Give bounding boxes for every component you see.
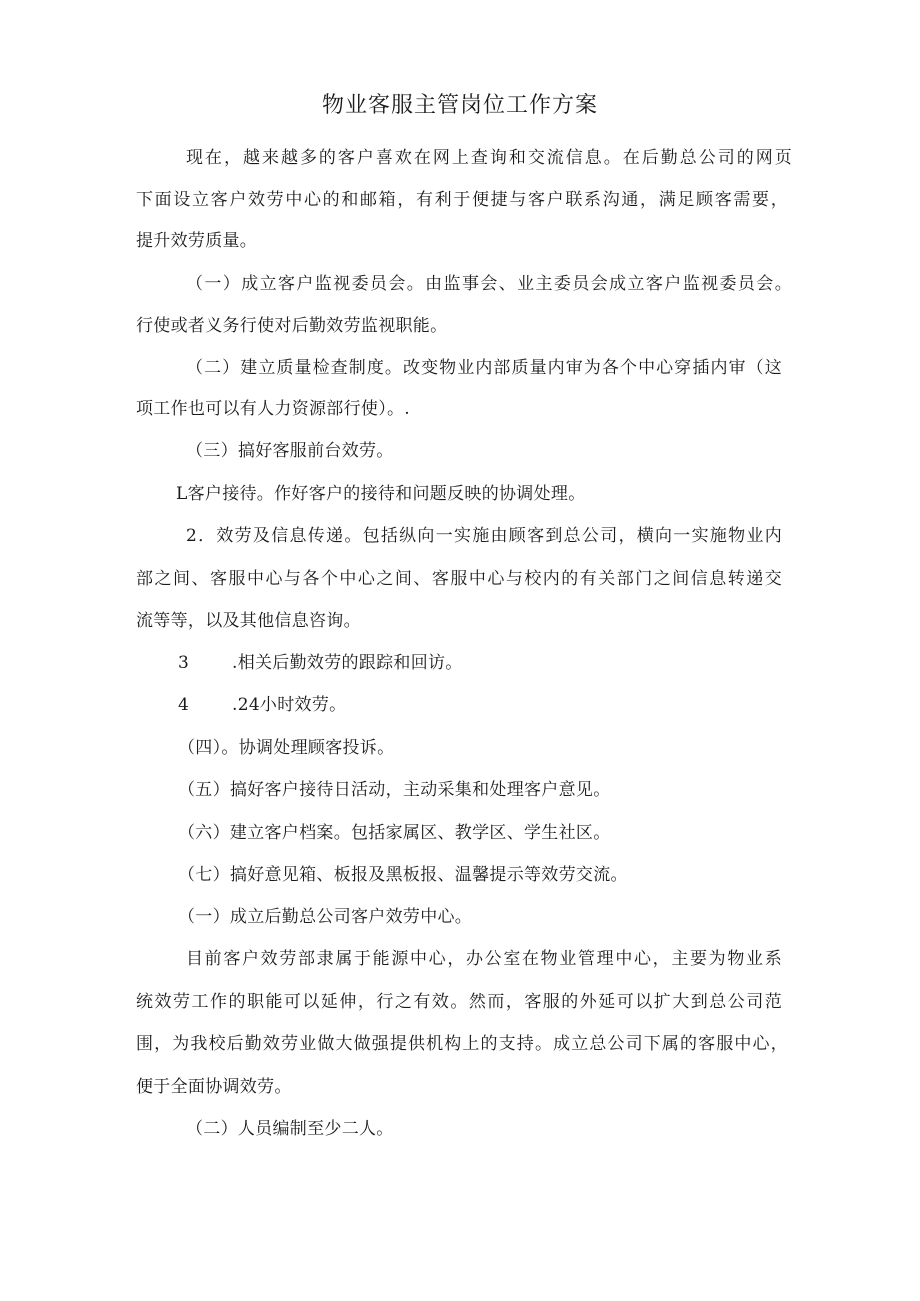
paragraph-intro-line-2: 下面设立客户效劳中心的和邮箱，有利于便捷与客户联系沟通，满足顾客需要， — [136, 190, 788, 210]
item-customer-reception: L客户接待。作好客户的接待和问题反映的协调处理。 — [176, 484, 586, 504]
paragraph-supervision-line-2: 行使或者义务行使对后勤效劳监视职能。 — [136, 316, 448, 336]
heading-suggestion-box: （七）搞好意见箱、板报及黑板报、温馨提示等效劳交流。 — [178, 865, 628, 885]
heading-reception-day: （五）搞好客户接待日活动，主动采集和处理客户意见。 — [178, 780, 611, 800]
paragraph-intro-line-1: 现在，越来越多的客户喜欢在网上查询和交流信息。在后勤总公司的网页 — [186, 148, 792, 168]
heading-customer-files: （六）建立客户档案。包括家属区、教学区、学生社区。 — [178, 823, 611, 843]
paragraph-intro-line-3: 提升效劳质量。 — [136, 231, 258, 251]
paragraph-supervision-line-1: （一）成立客户监视委员会。由监事会、业主委员会成立客户监视委员会。 — [186, 274, 792, 294]
document-title: 物业客服主管岗位工作方案 — [321, 93, 598, 118]
heading-complaints: （四）。协调处理顾客投诉。 — [178, 738, 395, 758]
item-number-3: 3 — [178, 653, 189, 673]
item-number-4: 4 — [178, 695, 189, 715]
item-service-info-line-3: 流等等，以及其他信息咨询。 — [136, 611, 361, 631]
heading-staffing: （二）人员编制至少二人。 — [186, 1119, 394, 1139]
item-service-info-line-1: 2．效劳及信息传递。包括纵向一实施由顾客到总公司，横向一实施物业内 — [186, 526, 782, 546]
item-follow-up: .相关后勤效劳的跟踪和回访。 — [232, 653, 463, 673]
paragraph-current-status-line-4: 便于全面协调效劳。 — [136, 1077, 292, 1097]
item-service-info-line-2: 部之间、客服中心与各个中心之间、客服中心与校内的有关部门之间信息转递交 — [136, 569, 782, 589]
item-24-hour-service: .24小时效劳。 — [232, 695, 347, 715]
paragraph-quality-line-1: （二）建立质量检查制度。改变物业内部质量内审为各个中心穿插内审（这 — [186, 358, 782, 378]
paragraph-current-status-line-1: 目前客户效劳部隶属于能源中心，办公室在物业管理中心，主要为物业系 — [186, 949, 782, 969]
heading-service-center: （一）成立后勤总公司客户效劳中心。 — [178, 907, 473, 927]
paragraph-current-status-line-2: 统效劳工作的职能可以延伸，行之有效。然而，客服的外延可以扩大到总公司范 — [136, 992, 782, 1012]
paragraph-current-status-line-3: 围，为我校后勤效劳业做大做强提供机构上的支持。成立总公司下属的客服中心， — [136, 1034, 788, 1054]
heading-front-desk: （三）搞好客服前台效劳。 — [186, 441, 394, 461]
paragraph-quality-line-2: 项工作也可以有人力资源部行使）。. — [136, 399, 411, 419]
